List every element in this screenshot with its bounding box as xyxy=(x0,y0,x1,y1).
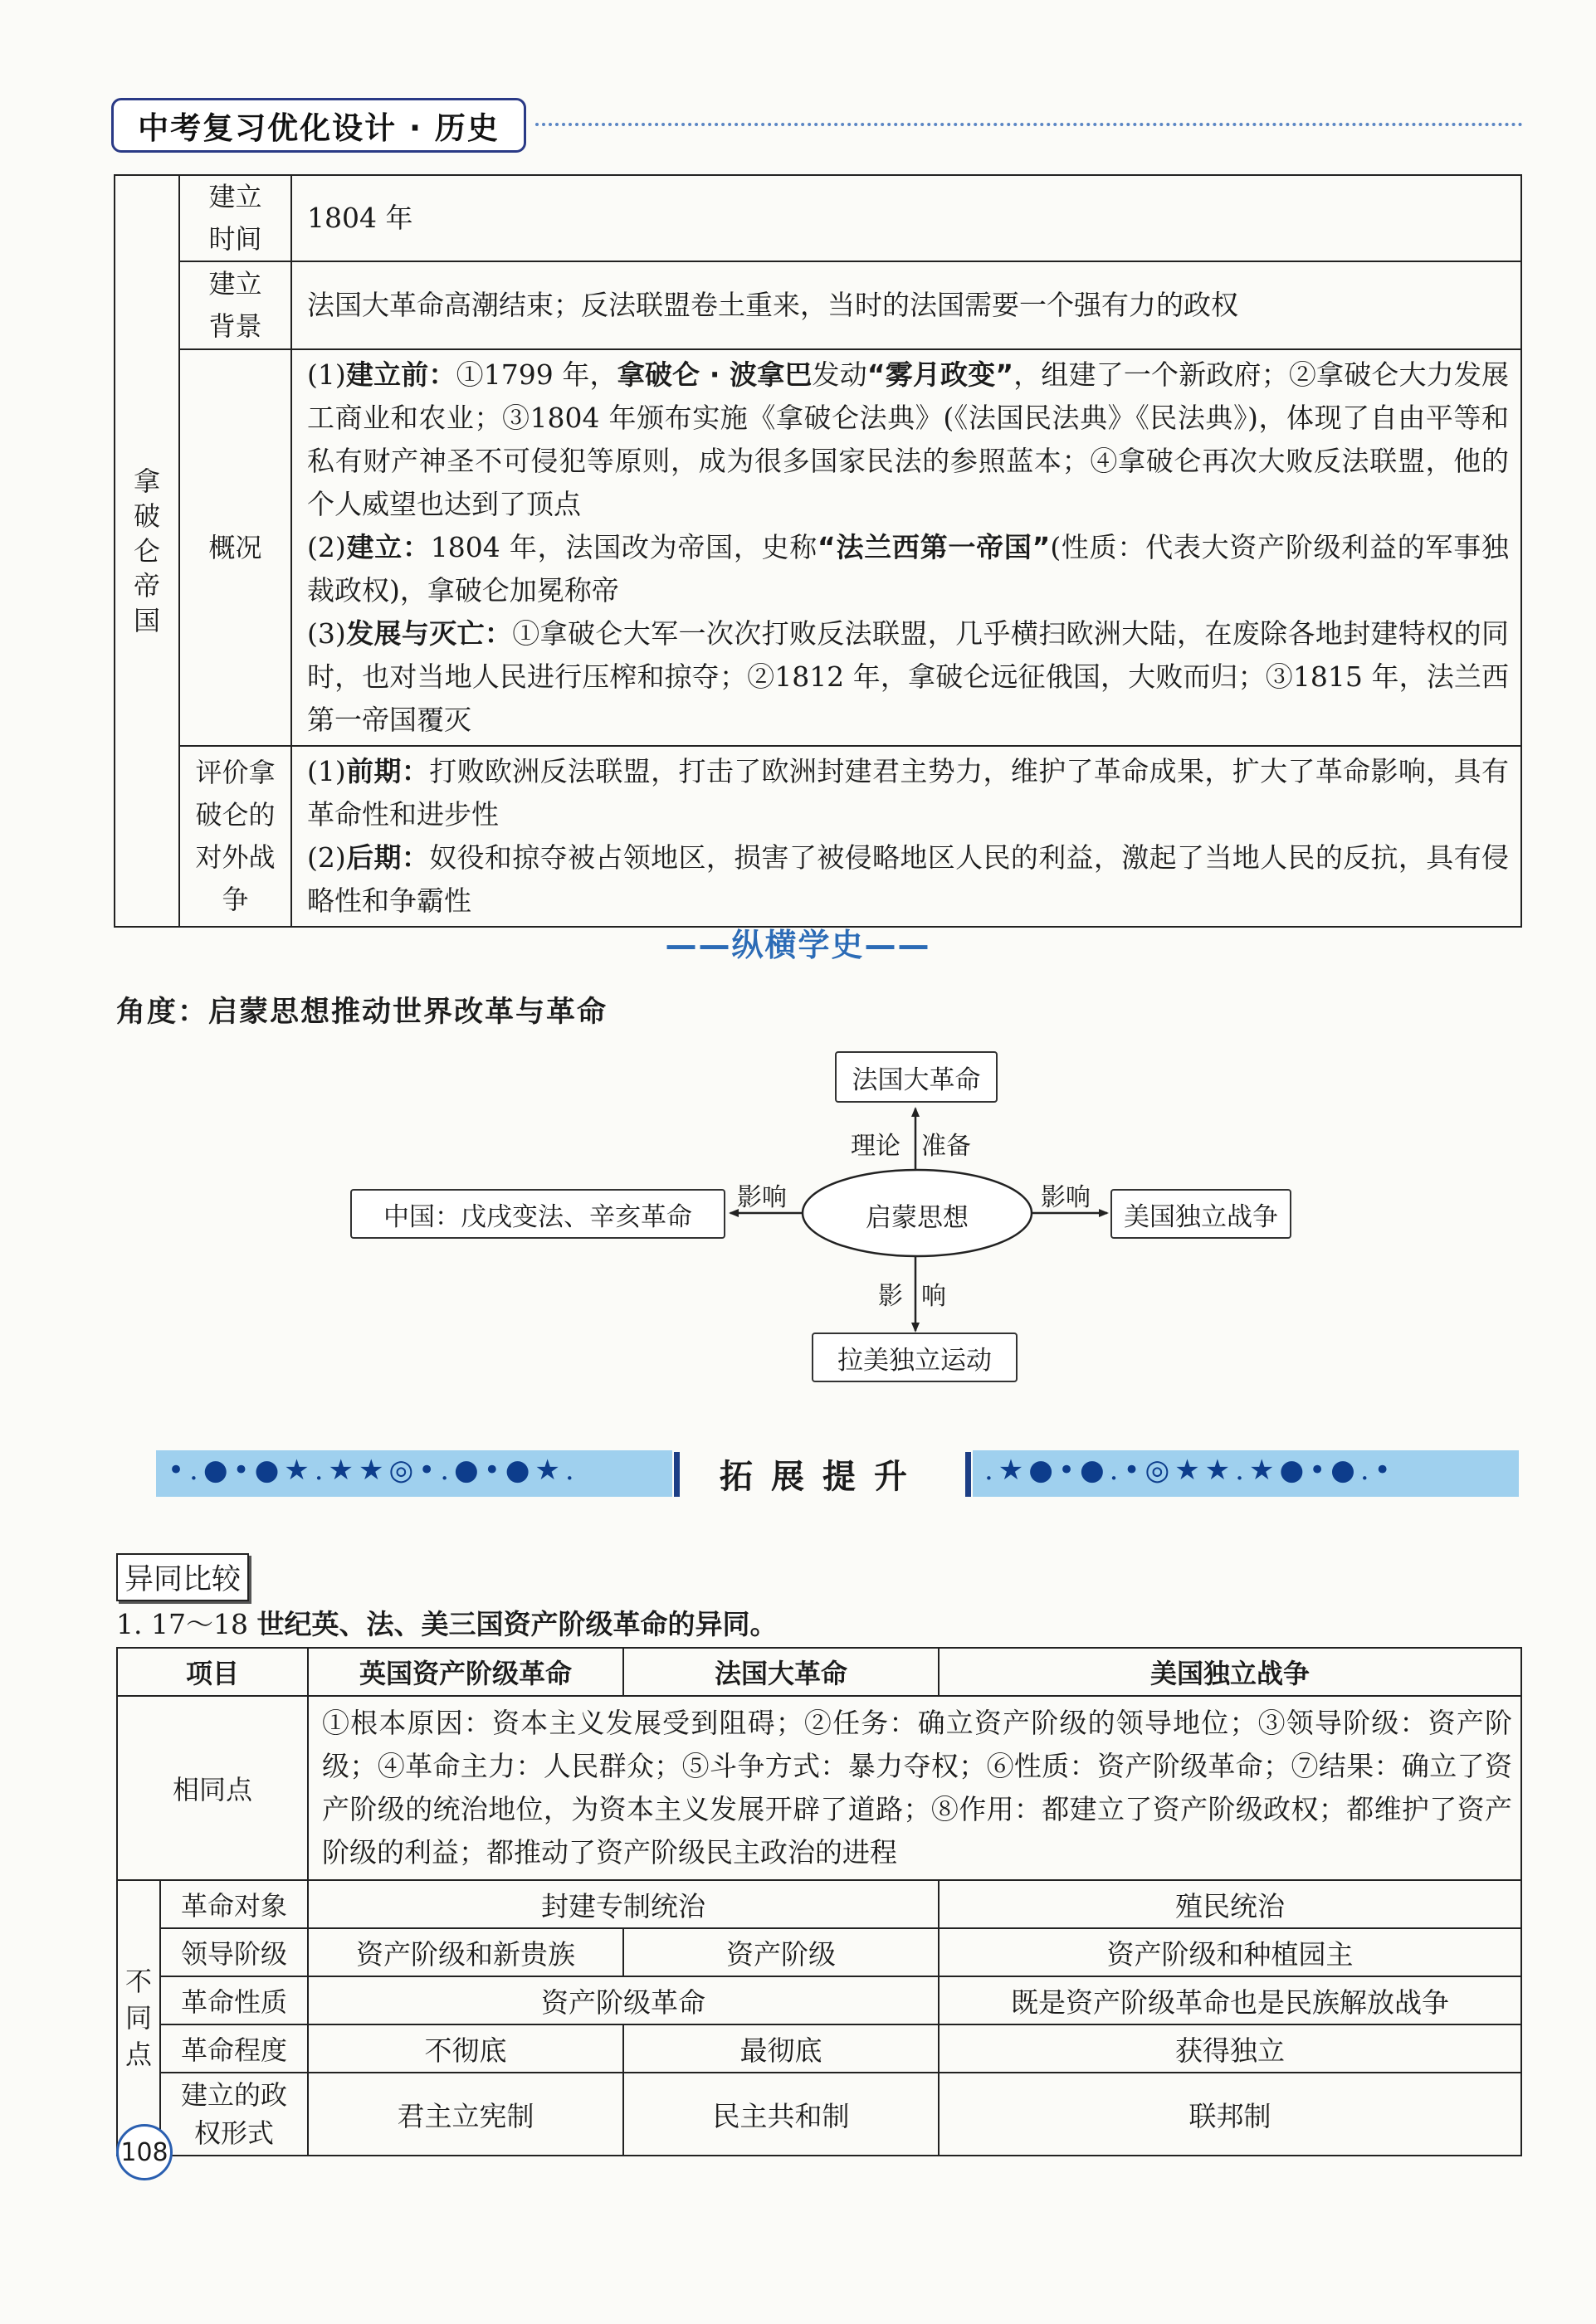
cell-fr: 最彻底 xyxy=(623,2024,939,2073)
table-row xyxy=(117,1880,1521,1928)
table-header-row xyxy=(117,1648,1521,1696)
star-dot-pattern: •.●•●★.★★◎•.●•●★. xyxy=(168,1454,579,1487)
cell-fr: 民主共和制 xyxy=(623,2073,939,2156)
label-influence-right: 影响 xyxy=(1041,1183,1091,1212)
diff-row-label: 革命程度 xyxy=(160,2024,308,2073)
table-row xyxy=(117,1696,1521,1880)
comparison-tag: 异同比较 xyxy=(116,1553,249,1601)
overview-item-1: (1)建立前：①1799 年，拿破仑 · 波拿巴发动“雾月政变”，组建了一个新政府；②拿破仑大力发展工商业和农业；③1804 年颁布实施《拿破仑法典》(《法国民法典》《民法典》)，体现了自由平等和私有财产神圣不可侵犯等原则，成为很多国家民法的参照蓝本；④拿破仑再次大败反法联盟，他的个人威望也达到了顶点 xyxy=(307,358,1510,520)
banner-divider-right xyxy=(965,1452,971,1497)
cell-eng: 君主立宪制 xyxy=(308,2073,623,2156)
cell-us: 联邦制 xyxy=(939,2073,1521,2156)
same-label: 相同点 xyxy=(117,1696,308,1880)
cell-eng: 资产阶级和新贵族 xyxy=(308,1928,623,1976)
row-label-time: 建立时间 xyxy=(179,175,291,261)
col-header-france: 法国大革命 xyxy=(623,1648,939,1696)
cell-eng-fr: 资产阶级革命 xyxy=(308,1976,939,2024)
table-row xyxy=(117,1976,1521,2024)
col-header-item: 项目 xyxy=(117,1648,308,1696)
table-row xyxy=(117,1928,1521,1976)
angle-heading: 角度：启蒙思想推动世界改革与革命 xyxy=(116,996,608,1029)
row-label-overview: 概况 xyxy=(179,349,291,746)
same-content: ①根本原因：资本主义发展受到阻碍；②任务：确立资产阶级的领导地位；③领导阶级：资产阶级；④革命主力：人民群众；⑤斗争方式：暴力夺权；⑥性质：资产阶级革命；⑦结果：确立了资产阶级的统治地位，为资本主义发展开辟了道路；⑧作用：都建立了资产阶级政权；都维护了资产阶级的利益；都推动了资产阶级民主政治的进程 xyxy=(308,1696,1521,1880)
overview-item-3: (3)发展与灭亡：①拿破仑大军一次次打败反法联盟，几乎横扫欧洲大陆，在废除各地封建特权的同时，也对当地人民进行压榨和掠夺；②1812 年，拿破仑远征俄国，大败而归；③1815 年，法兰西第一帝国覆灭 xyxy=(307,617,1510,736)
cell-us: 资产阶级和种植园主 xyxy=(939,1928,1521,1976)
category-label: 拿破仑帝国 xyxy=(133,465,160,636)
cell-us: 既是资产阶级革命也是民族解放战争 xyxy=(939,1976,1521,2024)
cell-us: 获得独立 xyxy=(939,2024,1521,2073)
book-title: 中考复习优化设计 · 历史 xyxy=(111,98,526,153)
diff-row-label: 革命对象 xyxy=(160,1880,308,1928)
node-enlightenment: 启蒙思想 xyxy=(866,1203,969,1233)
question-1: 1. 17～18 世纪英、法、美三国资产阶级革命的异同。 xyxy=(116,1608,778,1640)
evaluation-item-1: (1)前期：打败欧洲反法联盟，打击了欧洲封建君主势力，维护了革命成果，扩大了革命影响，具有革命性和进步性 xyxy=(307,755,1510,831)
diff-row-label: 建立的政权形式 xyxy=(160,2073,308,2156)
table-row xyxy=(117,2024,1521,2073)
label-preparation: 准备 xyxy=(921,1132,971,1161)
diff-row-label: 领导阶级 xyxy=(160,1928,308,1976)
section-title: ——纵横学史—— xyxy=(665,927,931,963)
page-number: 108 xyxy=(116,2124,173,2180)
cell-fr: 资产阶级 xyxy=(623,1928,939,1976)
label-influence-bottom-2: 响 xyxy=(921,1282,946,1311)
node-us-independence: 美国独立战争 xyxy=(1110,1189,1291,1239)
time-content: 1804 年 xyxy=(291,175,1521,261)
cell-eng-fr: 封建专制统治 xyxy=(308,1880,939,1928)
comparison-table xyxy=(116,1647,1522,2156)
cell-eng: 不彻底 xyxy=(308,2024,623,2073)
col-header-england: 英国资产阶级革命 xyxy=(308,1648,623,1696)
node-latin-america: 拉美独立运动 xyxy=(812,1333,1018,1382)
table-row xyxy=(117,2073,1521,2156)
banner-decoration-right xyxy=(973,1450,1519,1497)
banner-decoration-left xyxy=(156,1450,672,1497)
cell-us: 殖民统治 xyxy=(939,1880,1521,1928)
star-dot-pattern: .★●•●.•◎★★.★●•●.• xyxy=(984,1454,1396,1487)
col-header-usa: 美国独立战争 xyxy=(939,1648,1521,1696)
label-theory: 理论 xyxy=(851,1132,900,1161)
row-label-evaluation: 评价拿破仑的对外战争 xyxy=(179,746,291,927)
node-french-revolution: 法国大革命 xyxy=(835,1051,998,1103)
label-influence-bottom-1: 影 xyxy=(878,1282,903,1311)
diff-row-label: 革命性质 xyxy=(160,1976,308,2024)
diff-label: 不同点 xyxy=(117,1880,160,2156)
banner-title: 拓展提升 xyxy=(720,1457,925,1496)
background-content: 法国大革命高潮结束；反法联盟卷土重来，当时的法国需要一个强有力的政权 xyxy=(291,261,1521,349)
overview-item-2: (2)建立：1804 年，法国改为帝国，史称“法兰西第一帝国”(性质：代表大资产阶级利益的军事独裁政权)，拿破仑加冕称帝 xyxy=(307,531,1509,607)
node-china: 中国：戊戌变法、辛亥革命 xyxy=(350,1189,725,1239)
label-influence-left: 影响 xyxy=(737,1183,787,1212)
row-label-background: 建立背景 xyxy=(179,261,291,349)
evaluation-item-2: (2)后期：奴役和掠夺被占领地区，损害了被侵略地区人民的利益，激起了当地人民的反抗，具有侵略性和争霸性 xyxy=(307,841,1510,917)
